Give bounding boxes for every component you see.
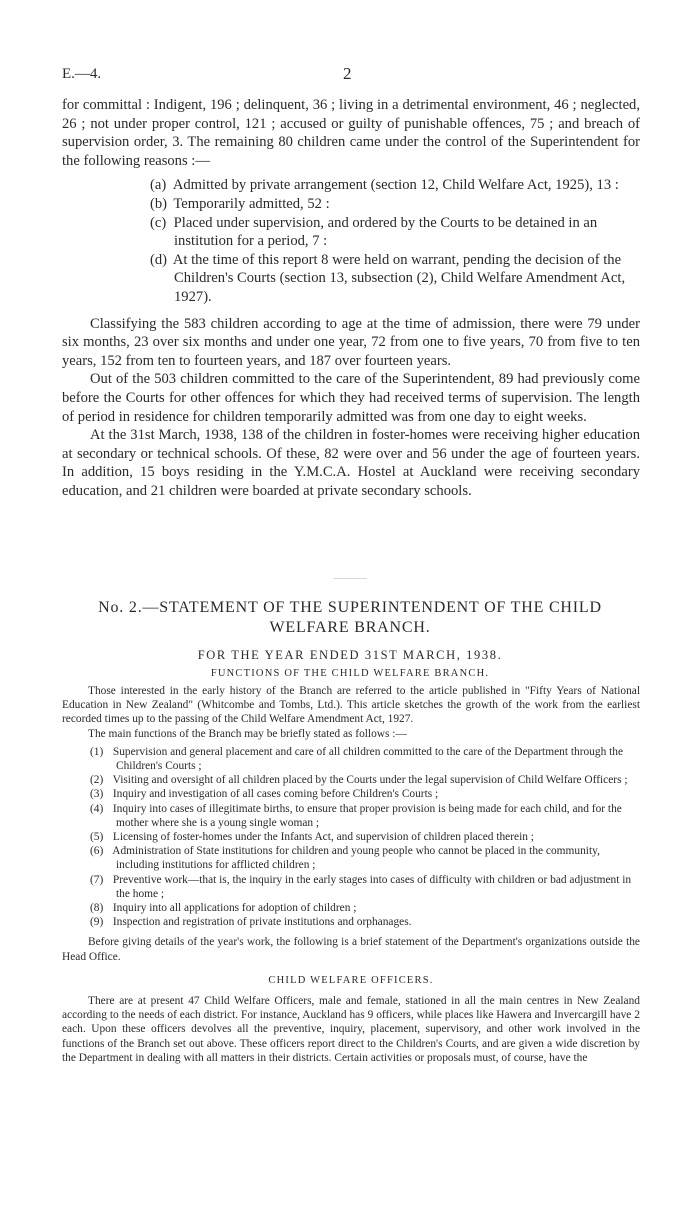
committal-paragraph: for committal : Indigent, 196 ; delinquent, 36 ; living in a detrimental environment, 46 ; neglected, 26 ; not under proper control, 121 ; accused or guilty of punishable offences, 75 ; and breach of supervision order, 3. The remaining 80 children came under the control of the Superintendent for the following reasons :—: [62, 97, 640, 169]
function-item: (5) Licensing of foster-homes under the Infants Act, and supervision of children placed therein ;: [90, 831, 534, 844]
functions-heading: FUNCTIONS OF THE CHILD WELFARE BRANCH.: [210, 668, 490, 679]
function-item: (8) Inquiry into all applications for adoption of children ;: [90, 902, 357, 915]
function-item: (1) Supervision and general placement and care of all children committed to the care of the Department through the Children's Courts ;: [90, 745, 624, 773]
child-welfare-officers-paragraph: There are at present 47 Child Welfare Officers, male and female, stationed in all the main centres in New Zealand according to the needs of each district. For instance, Auckland has 9 officers, while places like Hawera and Invercargill have 2 each. Upon these officers devolves all the preventive, inquiry, placement, supervisory, and other work involved in the functions of the Branch set out above. These officers report direct to the Children's Courts, and are given a wide discretion by the Department in dealing with all matters in their districts. Certain activities or proposals must, of course, have the: [62, 995, 640, 1064]
statement-title: No. 2.—STATEMENT OF THE SUPERINTENDENT OF THE CHILD WELFARE BRANCH.: [98, 599, 602, 636]
age-classification-paragraph: Classifying the 583 children according to age at the time of admission, there were 79 under six months, 23 over six months and under one year, 72 from one to five years, 70 from five to ten years, 152 from ten to fourteen years, and 187 over fourteen years.: [62, 315, 640, 369]
reason-item: (a) Admitted by private arrangement (section 12, Child Welfare Act, 1925), 13 :: [150, 177, 619, 194]
committed-children-paragraph: Out of the 503 children committed to the care of the Superintendent, 89 had previously come before the Courts for other offences for which they had received terms of supervision. The length of period in residence for children temporarily admitted was from one day to eight weeks.: [62, 371, 640, 425]
reason-item: (c) Placed under supervision, and ordered by the Courts to be detained in an institution for a period, 7 :: [150, 214, 598, 250]
function-item: (6) Administration of State institutions for children and young people who cannot be placed in the community, including institutions for afflicted children ;: [90, 845, 600, 872]
reason-item: (d) At the time of this report 8 were held on warrant, pending the decision of the Children's Courts (section 13, subsection (2), Child Welfare Amendment Act, 1927).: [150, 251, 626, 305]
function-item: (4) Inquiry into cases of illegitimate births, to ensure that proper provision is being made for each child, and for the mother where she is a young single woman ;: [90, 802, 622, 829]
functions-list: [62, 745, 640, 930]
section-divider: [333, 578, 367, 579]
reasons-list: [62, 176, 640, 306]
page-number: 2: [343, 64, 352, 83]
organizations-paragraph: Before giving details of the year's work, the following is a brief statement of the Department's organizations outside the Head Office.: [62, 936, 640, 963]
education-paragraph: At the 31st March, 1938, 138 of the children in foster-homes were receiving higher education at secondary or technical schools. Of these, 82 were over and 56 under the age of fourteen years. In addition, 15 boys residing in the Y.M.C.A. Hostel at Auckland were receiving secondary education, and 21 children were boarded at private secondary schools.: [62, 427, 640, 499]
function-item: (7) Preventive work—that is, the inquiry in the early stages into cases of difficulty with children or bad adjustment in the home ;: [90, 873, 632, 900]
history-paragraph: Those interested in the early history of the Branch are referred to the article published in "Fifty Years of National Education in New Zealand" (Whitcombe and Tombs, Ltd.). This article sketches the growth of the work from the earliest recorded times up to the passing of the Child Welfare Amendment Act, 1927.: [62, 685, 640, 726]
child-welfare-officers-heading: CHILD WELFARE OFFICERS.: [268, 974, 434, 986]
functions-intro: The main functions of the Branch may be briefly stated as follows :—: [88, 727, 407, 740]
function-item: (9) Inspection and registration of private institutions and orphanages.: [90, 916, 412, 929]
function-item: (3) Inquiry and investigation of all cases coming before Children's Courts ;: [90, 788, 439, 801]
function-item: (2) Visiting and oversight of all children placed by the Courts under the legal supervision of Child Welfare Officers ;: [90, 774, 628, 787]
statement-subtitle: FOR THE YEAR ENDED 31ST MARCH, 1938.: [197, 648, 503, 662]
document-reference: E.—4.: [62, 66, 102, 82]
statement-body: [62, 684, 640, 1065]
report-body-top: [62, 96, 640, 500]
reason-item: (b) Temporarily admitted, 52 :: [150, 195, 330, 212]
